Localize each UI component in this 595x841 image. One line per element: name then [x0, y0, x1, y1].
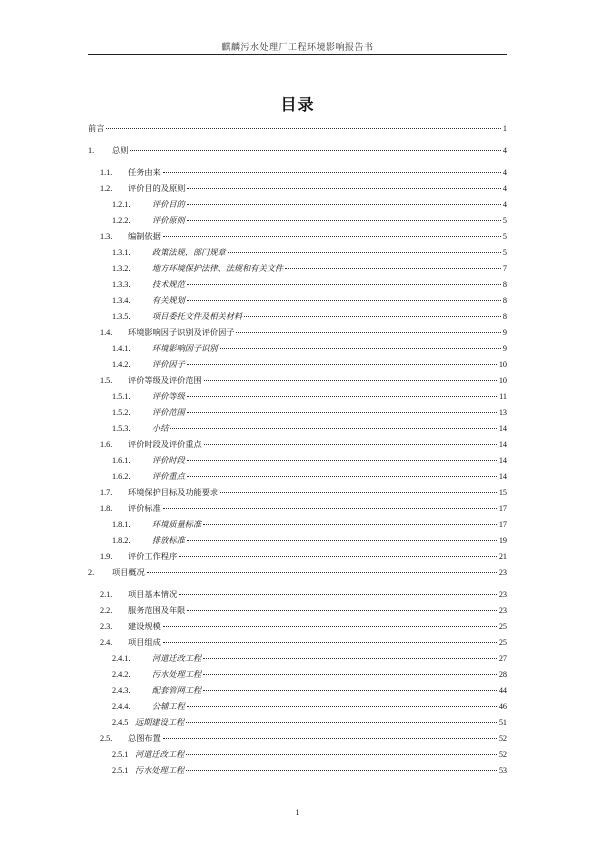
- toc-entry-page: 23: [498, 606, 507, 615]
- toc-entry-page: 23: [498, 568, 507, 577]
- toc-dot-leader: [187, 212, 501, 221]
- toc-entry-number: 1.2.2.: [112, 216, 131, 225]
- toc-dot-leader: [163, 228, 501, 237]
- toc-entry-label: 排放标准: [152, 535, 185, 545]
- toc-entry-label: 建设规模: [128, 621, 161, 631]
- toc-entry-page: 23: [498, 590, 507, 599]
- toc-entry-number: 2.4.: [100, 638, 113, 647]
- toc-dot-leader: [187, 404, 497, 413]
- toc-entry[interactable]: [100, 230, 507, 242]
- toc-entry-number: 1.3.: [100, 232, 113, 241]
- toc-entry[interactable]: [88, 144, 507, 156]
- toc-entry-page: 1: [502, 124, 507, 133]
- toc-dot-leader: [187, 532, 497, 541]
- toc-entry-number: 2.3.: [100, 622, 113, 631]
- toc-dot-leader: [204, 372, 497, 381]
- toc-dot-leader: [163, 500, 497, 509]
- toc-entry-number: 1.3.1.: [112, 248, 131, 257]
- toc-entry-page: 46: [498, 702, 507, 711]
- toc-dot-leader: [236, 324, 500, 333]
- toc-entry-number: 1.7.: [100, 488, 113, 497]
- toc-entry[interactable]: [112, 294, 507, 306]
- toc-entry-number: 1.4.2.: [112, 360, 131, 369]
- toc-entry-page: 52: [498, 734, 507, 743]
- toc-dot-leader: [186, 714, 497, 723]
- toc-entry-page: 28: [498, 670, 507, 679]
- toc-entry-label: 任务由来: [128, 167, 161, 177]
- toc-entry-number: 2.1.: [100, 590, 113, 599]
- toc-entry-page: 5: [502, 216, 507, 225]
- toc-entry-label: 技术规范: [152, 279, 185, 289]
- toc-entry-number: 1.4.: [100, 328, 113, 337]
- toc-dot-leader: [187, 468, 497, 477]
- toc-entry[interactable]: [112, 422, 507, 434]
- header-rule: [88, 54, 507, 55]
- toc-entry-number: 1.8.1.: [112, 520, 131, 529]
- toc-entry-label: 评价等级及评价范围: [128, 375, 202, 385]
- toc-entry-page: 14: [498, 440, 507, 449]
- toc-dot-leader: [203, 650, 497, 659]
- toc-dot-leader: [228, 244, 501, 253]
- toc-entry[interactable]: [112, 748, 507, 760]
- toc-entry-page: 9: [502, 328, 507, 337]
- toc-entry-page: 8: [502, 280, 507, 289]
- toc-dot-leader: [203, 666, 497, 675]
- toc-entry-label: 环境影响因子识别: [152, 343, 218, 353]
- toc-entry[interactable]: [112, 390, 507, 402]
- toc-entry-label: 服务范围及年限: [128, 605, 186, 615]
- toc-entry-number: 1.8.2.: [112, 536, 131, 545]
- toc-entry-number: 2.4.3.: [112, 686, 131, 695]
- toc-entry-page: 4: [502, 146, 507, 155]
- toc-entry-label: 小结: [152, 423, 169, 433]
- toc-entry-label: 总图布置: [128, 733, 161, 743]
- toc-entry-label: 配套管网工程: [152, 685, 202, 695]
- toc-entry-label: 政策法规、部门规章: [152, 247, 226, 257]
- toc-entry-page: 19: [498, 536, 507, 545]
- toc-dot-leader: [170, 420, 496, 429]
- toc-entry[interactable]: [100, 550, 507, 562]
- toc-dot-leader: [130, 142, 501, 151]
- toc-entry-label: 评价工作程序: [128, 551, 178, 561]
- toc-entry-number: 1.5.2.: [112, 408, 131, 417]
- toc-entry[interactable]: [112, 534, 507, 546]
- toc-entry-label: 环境影响因子识别及评价因子: [128, 327, 235, 337]
- toc-entry-label: 评价范围: [152, 407, 185, 417]
- toc-entry[interactable]: [112, 764, 507, 776]
- toc-entry-number: 1.1.: [100, 168, 113, 177]
- toc-entry[interactable]: [100, 732, 507, 744]
- toc-entry-page: 4: [502, 184, 507, 193]
- toc-entry[interactable]: [88, 122, 507, 134]
- toc-entry[interactable]: [112, 278, 507, 290]
- toc-entry-label: 有关规划: [152, 295, 185, 305]
- toc-entry-page: 8: [502, 296, 507, 305]
- toc-entry-number: 2.5.1: [112, 766, 129, 775]
- toc-entry-page: 8: [502, 312, 507, 321]
- toc-entry-number: 1.2.: [100, 184, 113, 193]
- toc-dot-leader: [220, 484, 497, 493]
- toc-entry-page: 52: [498, 750, 507, 759]
- toc-entry-page: 9: [502, 344, 507, 353]
- toc-entry-page: 7: [502, 264, 507, 273]
- page-number: 1: [295, 808, 300, 817]
- toc-dot-leader: [187, 602, 496, 611]
- toc-entry-page: 4: [502, 168, 507, 177]
- toc-entry-number: 1.3.3.: [112, 280, 131, 289]
- toc-entry-page: 15: [498, 488, 507, 497]
- toc-dot-leader: [106, 120, 501, 129]
- toc-entry-number: 2.4.5: [112, 718, 129, 727]
- toc-entry-label: 评价标准: [128, 503, 161, 513]
- toc-entry[interactable]: [112, 342, 507, 354]
- toc-entry[interactable]: [100, 502, 507, 514]
- toc-entry-label: 河道迁改工程: [152, 653, 202, 663]
- toc-entry-page: 14: [498, 472, 507, 481]
- toc-entry-page: 14: [498, 456, 507, 465]
- toc-dot-leader: [179, 586, 497, 595]
- toc-entry-page: 5: [502, 232, 507, 241]
- toc-entry-label: 评价目的及原则: [128, 183, 186, 193]
- toc-dot-leader: [187, 276, 501, 285]
- toc-entry[interactable]: [112, 684, 507, 696]
- toc-dot-leader: [203, 516, 497, 525]
- toc-entry-label: 污水处理工程: [135, 765, 185, 775]
- toc-entry-label: 评价因子: [152, 359, 185, 369]
- toc-entry-page: 14: [498, 424, 507, 433]
- toc-entry-page: 11: [499, 392, 507, 401]
- toc-entry-number: 2.4.1.: [112, 654, 131, 663]
- toc-entry[interactable]: [112, 700, 507, 712]
- toc-entry-number: 1.8.: [100, 504, 113, 513]
- toc-dot-leader: [220, 340, 501, 349]
- toc-dot-leader: [187, 180, 501, 189]
- toc-entry-page: 25: [498, 622, 507, 631]
- toc-entry[interactable]: [100, 604, 507, 616]
- toc-entry[interactable]: [100, 326, 507, 338]
- toc-entry-label: 项目概况: [112, 567, 145, 577]
- toc-entry-label: 评价原则: [152, 215, 185, 225]
- toc-entry-number: 1.3.5.: [112, 312, 131, 321]
- toc-entry-page: 4: [502, 200, 507, 209]
- toc-dot-leader: [186, 746, 497, 755]
- toc-entry-number: 2.4.2.: [112, 670, 131, 679]
- toc-dot-leader: [244, 308, 501, 317]
- toc-entry-page: 13: [498, 408, 507, 417]
- toc-entry[interactable]: [112, 406, 507, 418]
- toc-dot-leader: [163, 618, 497, 627]
- toc-entry-label: 污水处理工程: [152, 669, 202, 679]
- toc-entry-label: 地方环境保护法律、法规和有关文件: [152, 263, 284, 273]
- toc-entry-number: 2.2.: [100, 606, 113, 615]
- toc-entry-page: 5: [502, 248, 507, 257]
- toc-dot-leader: [285, 260, 501, 269]
- toc-entry[interactable]: [112, 454, 507, 466]
- toc-dot-leader: [179, 548, 497, 557]
- toc-entry-label: 项目基本情况: [128, 589, 178, 599]
- toc-dot-leader: [187, 196, 501, 205]
- toc-entry[interactable]: [112, 310, 507, 322]
- toc-entry-number: 1.2.1.: [112, 200, 131, 209]
- toc-entry[interactable]: [112, 652, 507, 664]
- toc-entry-page: 51: [498, 718, 507, 727]
- toc-entry[interactable]: [112, 470, 507, 482]
- toc-entry-number: 1.5.3.: [112, 424, 131, 433]
- toc-entry-label: 编制依据: [128, 231, 161, 241]
- toc-entry-number: 2.5.1: [112, 750, 129, 759]
- toc-entry-page: 27: [498, 654, 507, 663]
- toc-entry[interactable]: [100, 438, 507, 450]
- toc-entry[interactable]: [100, 166, 507, 178]
- toc-entry-page: 10: [498, 360, 507, 369]
- running-header: 麒麟污水处理厂工程环境影响报告书: [221, 43, 374, 53]
- toc-dot-leader: [187, 388, 497, 397]
- toc-entry[interactable]: [100, 182, 507, 194]
- toc-dot-leader: [204, 436, 497, 445]
- toc-dot-leader: [163, 730, 497, 739]
- toc-entry[interactable]: [112, 716, 507, 728]
- toc-entry-page: 25: [498, 638, 507, 647]
- toc-entry[interactable]: [112, 246, 507, 258]
- toc-dot-leader: [187, 698, 497, 707]
- toc-entry-label: 评价重点: [152, 471, 185, 481]
- toc-entry-label: 环境保护目标及功能要求: [128, 487, 219, 497]
- toc-entry[interactable]: [112, 214, 507, 226]
- toc-entry[interactable]: [112, 358, 507, 370]
- toc-dot-leader: [187, 292, 501, 301]
- toc-entry-label: 总则: [112, 145, 129, 155]
- toc-dot-leader: [163, 164, 501, 173]
- toc-entry-label: 环境质量标准: [152, 519, 202, 529]
- toc-entry-label: 公辅工程: [152, 701, 185, 711]
- toc-dot-leader: [163, 634, 497, 643]
- toc-entry-label: 项目委托文件及相关材料: [152, 311, 243, 321]
- toc-dot-leader: [187, 452, 497, 461]
- toc-entry-label: 评价时段: [152, 455, 185, 465]
- toc-entry-page: 53: [498, 766, 507, 775]
- toc-entry[interactable]: [88, 566, 507, 578]
- toc-entry-label: 评价等级: [152, 391, 185, 401]
- toc-entry-number: 2.5.: [100, 734, 113, 743]
- toc-entry-page: 21: [498, 552, 507, 561]
- toc-dot-leader: [186, 762, 497, 771]
- toc-entry[interactable]: [100, 588, 507, 600]
- toc-entry-number: 1.6.: [100, 440, 113, 449]
- toc-entry-number: 1.9.: [100, 552, 113, 561]
- toc-entry-label: 项目组成: [128, 637, 161, 647]
- toc-entry-number: 1.3.2.: [112, 264, 131, 273]
- toc-entry[interactable]: [112, 668, 507, 680]
- toc-entry-label: 评价时段及评价重点: [128, 439, 202, 449]
- toc-entry-label: 远期建设工程: [135, 717, 185, 727]
- toc-entry-page: 10: [498, 376, 507, 385]
- toc-entry-number: 1.6.2.: [112, 472, 131, 481]
- toc-entry-number: 1.4.1.: [112, 344, 131, 353]
- toc-entry-page: 17: [498, 504, 507, 513]
- toc-entry-label: 前言: [88, 123, 105, 133]
- toc-entry-label: 评价目的: [152, 199, 185, 209]
- toc-entry[interactable]: [100, 620, 507, 632]
- toc-entry[interactable]: [112, 518, 507, 530]
- toc-entry-number: 1.6.1.: [112, 456, 131, 465]
- toc-entry[interactable]: [112, 262, 507, 274]
- toc-dot-leader: [147, 564, 497, 573]
- toc-entry-page: 17: [498, 520, 507, 529]
- toc-dot-leader: [187, 356, 497, 365]
- toc-entry[interactable]: [112, 198, 507, 210]
- toc-dot-leader: [203, 682, 497, 691]
- toc-entry-page: 44: [498, 686, 507, 695]
- toc-entry-number: 1.: [88, 146, 95, 155]
- toc-entry-label: 河道迁改工程: [135, 749, 185, 759]
- toc-entry-number: 1.3.4.: [112, 296, 131, 305]
- toc-entry-number: 2.4.4.: [112, 702, 131, 711]
- toc-entry-number: 1.5.: [100, 376, 113, 385]
- page-title: 目录: [280, 95, 315, 114]
- toc-entry[interactable]: [100, 486, 507, 498]
- toc-entry[interactable]: [100, 636, 507, 648]
- toc-entry-number: 1.5.1.: [112, 392, 131, 401]
- toc-entry-number: 2.: [88, 568, 95, 577]
- toc-entry[interactable]: [100, 374, 507, 386]
